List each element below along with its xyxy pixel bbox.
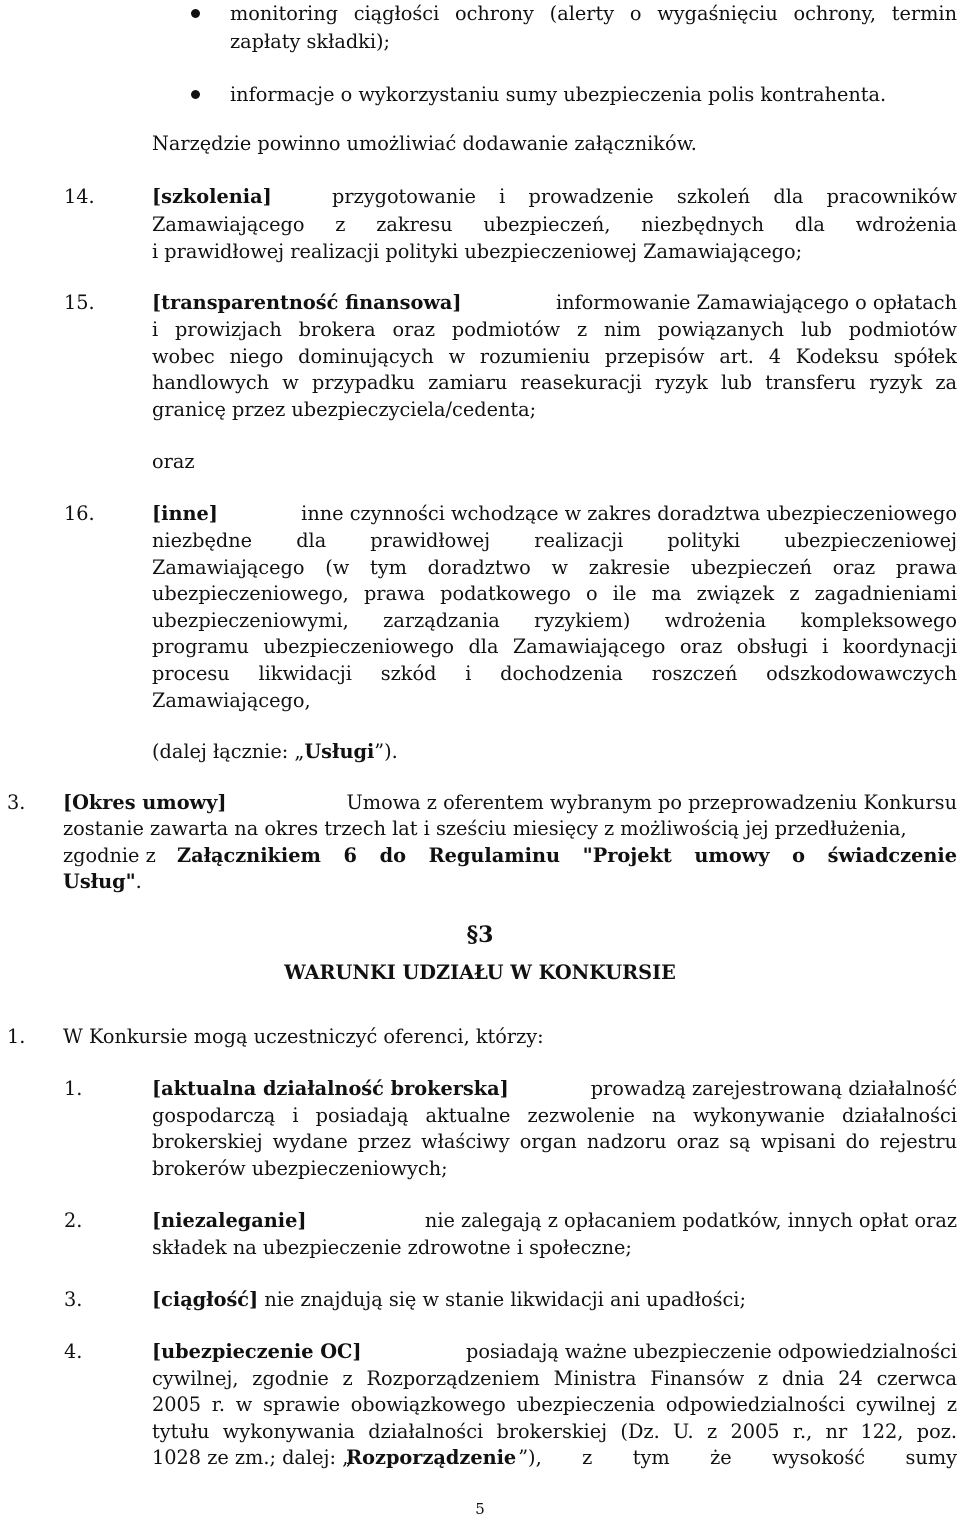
services-prefix: (dalej łącznie: „ <box>152 740 305 763</box>
item-line: Zamawiającego z zakresu ubezpieczeń, niezbędnych dla wdrożenia <box>152 213 957 236</box>
condition-number: 3. <box>64 1288 83 1311</box>
services-term: Usługi <box>304 740 375 763</box>
condition-first-line <box>152 1287 746 1313</box>
item-line: procesu likwidacji szkód i dochodzenia roszczeń odszkodowawczych <box>152 662 957 685</box>
condition-line: gospodarczą i posiadają aktualne zezwolenie na wykonywanie działalności <box>152 1104 957 1127</box>
condition-number: 4. <box>64 1340 83 1363</box>
condition-tag: [aktualna działalność brokerska] <box>152 1077 509 1100</box>
item-number: 16. <box>64 502 95 525</box>
section-line: zostanie zawarta na okres trzech lat i sześciu miesięcy z możliwością jej przedłużenia, <box>63 817 907 840</box>
page-number: 5 <box>475 1500 485 1518</box>
item-first-line <box>152 290 957 316</box>
attachment-reference: Załącznikiem 6 do Regulaminu "Projekt umowy o świadczenie <box>177 844 957 867</box>
condition-first-text: nie znajdują się w stanie likwidacji ani upadłości; <box>264 1288 746 1311</box>
regulation-prefix: 1028 ze zm.; dalej: „ <box>152 1446 353 1469</box>
condition-first-text: posiadają ważne ubezpieczenie odpowiedzialności <box>465 1340 957 1363</box>
attachment-reference-end: Usług" <box>63 870 136 893</box>
section-line <box>63 869 142 895</box>
section-line-suffix: . <box>135 870 142 893</box>
regulation-term: Rozporządzenie <box>346 1446 517 1469</box>
condition-tag: [ubezpieczenie OC] <box>152 1340 362 1363</box>
item-line: Zamawiającego (w tym doradztwo w zakresie ubezpieczeń oraz prawa <box>152 556 957 579</box>
section-first-text: Umowa z oferentem wybranym po przeprowadzeniu Konkursu <box>346 791 957 814</box>
paragraph-mark: §3 <box>466 922 494 948</box>
condition-number: 1. <box>64 1077 83 1100</box>
section-line-prefix: zgodnie z <box>63 844 156 867</box>
condition-first-line <box>152 1076 957 1102</box>
item-line: ubezpieczeniowego, prawa podatkowego o ile ma związek z zagadnieniami <box>152 582 957 605</box>
item-tag: [szkolenia] <box>152 185 272 208</box>
section-tag: [Okres umowy] <box>63 791 227 814</box>
item-first-line <box>152 184 957 210</box>
condition-tag: [niezaleganie] <box>152 1209 307 1232</box>
item-line: niezbędne dla prawidłowej realizacji polityki ubezpieczeniowej <box>152 529 957 552</box>
section-heading: WARUNKI UDZIAŁU W KONKURSIE <box>284 961 676 984</box>
item-first-text: informowanie Zamawiającego o opłatach <box>555 291 957 314</box>
condition-line <box>152 1445 957 1471</box>
item-first-text: inne czynności wchodzące w zakres doradztwa ubezpieczeniowego <box>301 502 957 525</box>
attachments-note: Narzędzie powinno umożliwiać dodawanie załączników. <box>152 132 697 155</box>
item-line: programu ubezpieczeniowego dla Zamawiającego oraz obsługi i koordynacji <box>152 635 957 658</box>
condition-first-line <box>152 1339 957 1365</box>
condition-number: 2. <box>64 1209 83 1232</box>
item-line: handlowych w przypadku zamiaru reasekuracji ryzyk lub transferu ryzyk za <box>152 371 957 394</box>
regulation-suffix: ”), z tym że wysokość sumy <box>518 1446 957 1469</box>
item-number: 14. <box>64 185 95 208</box>
bullet-line: monitoring ciągłości ochrony (alerty o wygaśnięciu ochrony, termin <box>230 2 957 25</box>
condition-first-text: nie zalegają z opłacaniem podatków, innych opłat oraz <box>424 1209 957 1232</box>
item-line: i prawidłowej realizacji polityki ubezpieczeniowej Zamawiającego; <box>152 240 803 263</box>
bullet-dot-icon <box>191 90 200 99</box>
condition-line: cywilnej, zgodnie z Rozporządzeniem Ministra Finansów z dnia 24 czerwca <box>152 1367 957 1390</box>
point-number: 1. <box>7 1025 26 1048</box>
bullet-line: informacje o wykorzystaniu sumy ubezpieczenia polis kontrahenta. <box>230 83 887 106</box>
item-number: 15. <box>64 291 95 314</box>
item-first-text: przygotowanie i prowadzenie szkoleń dla pracowników <box>332 185 957 208</box>
item-line: wobec niego dominujących w rozumieniu przepisów art. 4 Kodeksu spółek <box>152 345 957 368</box>
item-line: Zamawiającego, <box>152 689 311 712</box>
section-first-line <box>63 790 957 816</box>
point-text: W Konkursie mogą uczestniczyć oferenci, którzy: <box>63 1025 544 1048</box>
section-number: 3. <box>7 791 26 814</box>
condition-line: brokerów ubezpieczeniowych; <box>152 1157 448 1180</box>
condition-line: brokerskiej wydane przez właściwy organ nadzoru oraz są wpisani do rejestru <box>152 1130 957 1153</box>
section-line <box>63 843 957 869</box>
item-line: ubezpieczeniowymi, zarządzania ryzykiem) wdrożenia kompleksowego <box>152 609 957 632</box>
item-tag: [transparentność finansowa] <box>152 291 462 314</box>
bullet-dot-icon <box>191 9 200 18</box>
item-first-line <box>152 501 957 527</box>
condition-line: tytułu wykonywania działalności brokerskiej (Dz. U. z 2005 r., nr 122, poz. <box>152 1420 957 1443</box>
condition-first-line <box>152 1208 957 1234</box>
services-definition <box>152 739 398 765</box>
condition-line: 2005 r. w sprawie obowiązkowego ubezpieczenia odpowiedzialności cywilnej z <box>152 1393 957 1416</box>
item-line: i prowizjach brokera oraz podmiotów z nim powiązanych lub podmiotów <box>152 318 957 341</box>
conjunction-oraz: oraz <box>152 450 195 473</box>
condition-first-text: prowadzą zarejestrowaną działalność <box>590 1077 957 1100</box>
condition-line: składek na ubezpieczenie zdrowotne i społeczne; <box>152 1236 632 1259</box>
bullet-line: zapłaty składki); <box>230 30 391 53</box>
services-suffix: ”). <box>374 740 398 763</box>
item-line: granicę przez ubezpieczyciela/cedenta; <box>152 398 537 421</box>
item-tag: [inne] <box>152 502 218 525</box>
condition-tag: [ciągłość] <box>152 1288 259 1311</box>
